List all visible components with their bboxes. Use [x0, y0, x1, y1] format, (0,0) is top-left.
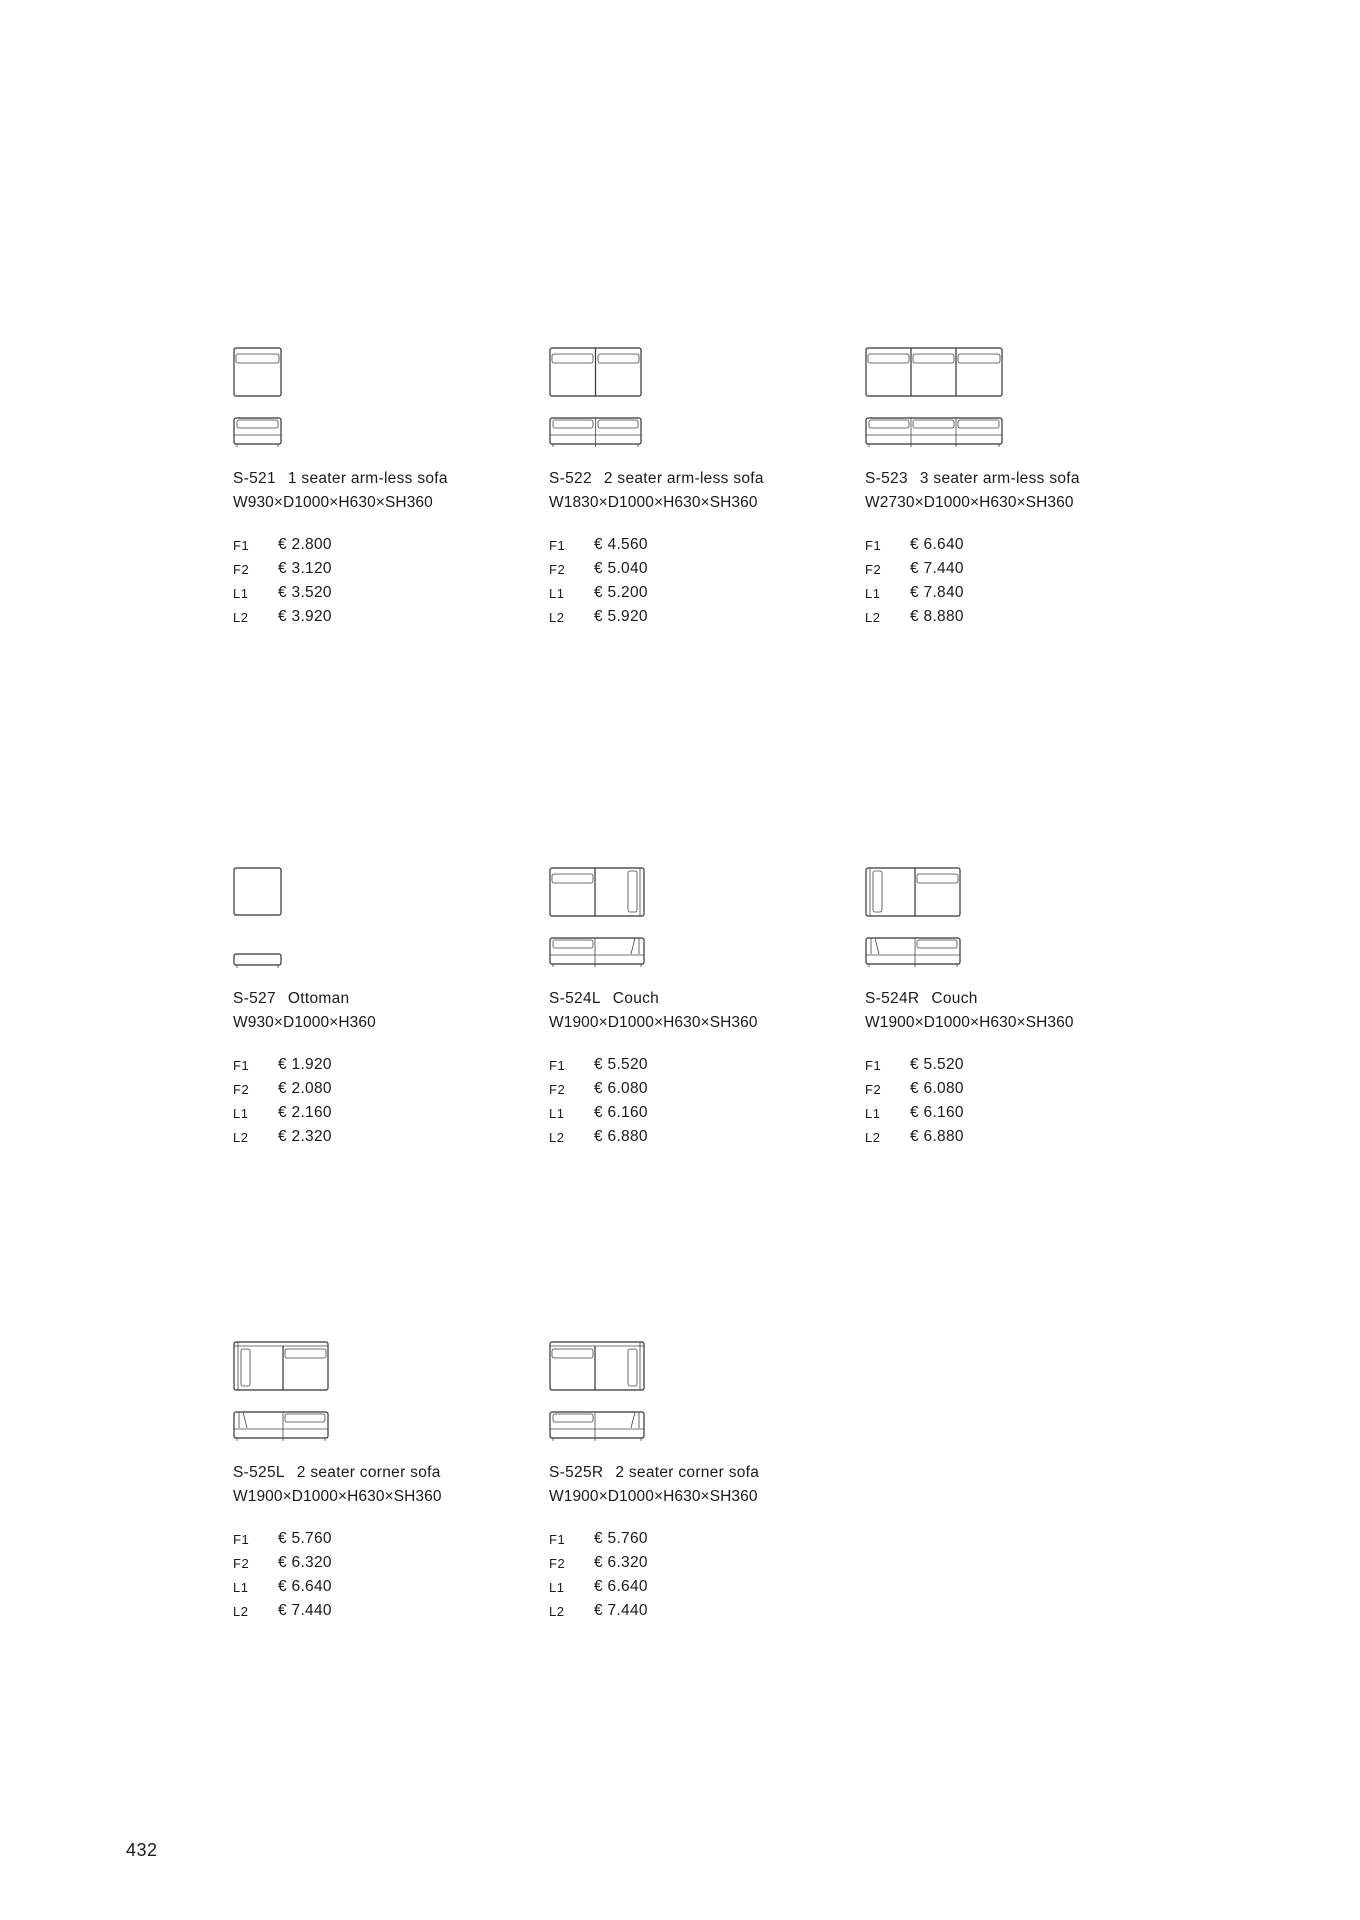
price-value: € 7.440 — [278, 1602, 332, 1619]
price-value: € 6.880 — [594, 1128, 648, 1145]
price-list — [233, 1053, 332, 1149]
grade-label: F1 — [549, 537, 566, 553]
price-row-f2 — [549, 1077, 648, 1101]
product-code: S-522 — [549, 470, 592, 487]
price-value: € 1.920 — [278, 1056, 332, 1073]
price-row-l1 — [233, 1575, 332, 1599]
product-name: Couch — [612, 990, 660, 1007]
s-527-line-drawing — [233, 866, 283, 976]
price-row-f2 — [233, 1077, 332, 1101]
product-code: S-525L — [233, 1464, 285, 1481]
product-dimensions: W1900×D1000×H630×SH360 — [233, 1488, 442, 1505]
product-s-523 — [865, 346, 1165, 625]
product-dimensions: W930×D1000×H360 — [233, 1014, 376, 1031]
price-row-l2 — [549, 605, 648, 629]
price-value: € 6.320 — [594, 1554, 648, 1571]
price-row-f1 — [233, 533, 332, 557]
product-name: 2 seater corner sofa — [615, 1464, 760, 1481]
price-value: € 5.520 — [910, 1056, 964, 1073]
price-list — [549, 1527, 648, 1623]
product-name: 3 seater arm-less sofa — [919, 470, 1080, 487]
product-name: 1 seater arm-less sofa — [287, 470, 448, 487]
grade-label: F2 — [233, 1555, 250, 1571]
price-value: € 6.640 — [594, 1578, 648, 1595]
grade-label: F2 — [233, 1081, 250, 1097]
grade-label: F1 — [549, 1057, 566, 1073]
price-row-f1 — [865, 1053, 964, 1077]
price-value: € 6.640 — [278, 1578, 332, 1595]
price-value: € 2.800 — [278, 536, 332, 553]
grade-label: L2 — [233, 1129, 249, 1145]
price-row-f1 — [233, 1053, 332, 1077]
price-value: € 6.160 — [910, 1104, 964, 1121]
s-524l-line-drawing — [549, 866, 649, 976]
product-code: S-525R — [549, 1464, 604, 1481]
grade-label: F2 — [233, 561, 250, 577]
s-521-line-drawing — [233, 346, 283, 456]
grade-label: F1 — [549, 1531, 566, 1547]
price-value: € 6.080 — [910, 1080, 964, 1097]
price-list — [549, 1053, 648, 1149]
price-row-l1 — [549, 581, 648, 605]
grade-label: L1 — [233, 585, 249, 601]
product-s-521 — [233, 346, 533, 625]
price-value: € 5.200 — [594, 584, 648, 601]
price-row-l1 — [865, 581, 964, 605]
price-row-f2 — [549, 1551, 648, 1575]
price-row-f2 — [233, 557, 332, 581]
product-name: 2 seater arm-less sofa — [603, 470, 764, 487]
price-row-l2 — [549, 1125, 648, 1149]
grade-label: F2 — [549, 561, 566, 577]
product-code: S-523 — [865, 470, 908, 487]
price-list — [233, 1527, 332, 1623]
price-value: € 8.880 — [910, 608, 964, 625]
price-row-f2 — [233, 1551, 332, 1575]
sofa-drawing-s-521 — [233, 346, 533, 456]
page-number: 432 — [126, 1840, 158, 1860]
price-value: € 5.040 — [594, 560, 648, 577]
price-value: € 3.120 — [278, 560, 332, 577]
price-row-l1 — [233, 1101, 332, 1125]
price-row-f2 — [549, 557, 648, 581]
price-row-f1 — [549, 1053, 648, 1077]
price-list — [233, 533, 332, 629]
product-dimensions: W1900×D1000×H630×SH360 — [865, 1014, 1074, 1031]
price-value: € 5.920 — [594, 608, 648, 625]
product-dimensions: W930×D1000×H630×SH360 — [233, 494, 433, 511]
sofa-drawing-s-523 — [865, 346, 1165, 456]
s-524r-line-drawing — [865, 866, 965, 976]
price-row-f1 — [549, 1527, 648, 1551]
product-name: Couch — [931, 990, 978, 1007]
sofa-drawing-s-525l — [233, 1340, 533, 1450]
grade-label: L2 — [233, 609, 249, 625]
grade-label: L1 — [865, 585, 881, 601]
price-value: € 6.320 — [278, 1554, 332, 1571]
grade-label: L1 — [233, 1579, 249, 1595]
product-s-522 — [549, 346, 849, 625]
price-list — [549, 533, 648, 629]
grade-label: L1 — [549, 585, 565, 601]
price-row-l2 — [233, 1599, 332, 1623]
product-code: S-524R — [865, 990, 920, 1007]
price-row-f1 — [233, 1527, 332, 1551]
product-s-524l — [549, 866, 849, 1145]
product-s-525l — [233, 1340, 533, 1619]
sofa-drawing-s-524r — [865, 866, 1165, 976]
price-row-l1 — [865, 1101, 964, 1125]
product-name: 2 seater corner sofa — [296, 1464, 441, 1481]
price-row-l1 — [233, 581, 332, 605]
product-dimensions: W1900×D1000×H630×SH360 — [549, 1488, 758, 1505]
product-dimensions: W1830×D1000×H630×SH360 — [549, 494, 758, 511]
sofa-drawing-s-522 — [549, 346, 849, 456]
price-value: € 6.160 — [594, 1104, 648, 1121]
price-row-l2 — [549, 1599, 648, 1623]
s-525l-line-drawing — [233, 1340, 333, 1450]
price-row-l1 — [549, 1575, 648, 1599]
grade-label: F1 — [865, 537, 882, 553]
s-522-line-drawing — [549, 346, 644, 456]
grade-label: F1 — [233, 537, 250, 553]
price-value: € 5.760 — [594, 1530, 648, 1547]
grade-label: L2 — [549, 1129, 565, 1145]
grade-label: F2 — [549, 1081, 566, 1097]
grade-label: F2 — [865, 1081, 882, 1097]
grade-label: L2 — [549, 1603, 565, 1619]
product-s-527 — [233, 866, 533, 1145]
grade-label: L2 — [865, 1129, 881, 1145]
price-row-f1 — [865, 533, 964, 557]
product-code: S-524L — [549, 990, 601, 1007]
price-list — [865, 533, 964, 629]
sofa-drawing-s-524l — [549, 866, 849, 976]
sofa-drawing-s-525r — [549, 1340, 849, 1450]
grade-label: L1 — [549, 1105, 565, 1121]
price-value: € 6.640 — [910, 536, 964, 553]
grade-label: F2 — [865, 561, 882, 577]
product-code: S-527 — [233, 990, 276, 1007]
price-row-l1 — [549, 1101, 648, 1125]
price-row-f2 — [865, 557, 964, 581]
price-value: € 3.520 — [278, 584, 332, 601]
price-value: € 7.440 — [910, 560, 964, 577]
price-value: € 6.880 — [910, 1128, 964, 1145]
product-s-524r — [865, 866, 1165, 1145]
price-value: € 7.840 — [910, 584, 964, 601]
price-value: € 7.440 — [594, 1602, 648, 1619]
grade-label: F1 — [233, 1531, 250, 1547]
price-value: € 3.920 — [278, 608, 332, 625]
price-value: € 4.560 — [594, 536, 648, 553]
price-value: € 2.160 — [278, 1104, 332, 1121]
grade-label: L2 — [549, 609, 565, 625]
grade-label: L2 — [233, 1603, 249, 1619]
price-row-l2 — [233, 1125, 332, 1149]
price-value: € 2.080 — [278, 1080, 332, 1097]
grade-label: F1 — [865, 1057, 882, 1073]
s-525r-line-drawing — [549, 1340, 649, 1450]
price-row-l2 — [233, 605, 332, 629]
product-dimensions: W2730×D1000×H630×SH360 — [865, 494, 1074, 511]
price-value: € 2.320 — [278, 1128, 332, 1145]
price-row-l2 — [865, 605, 964, 629]
price-row-l2 — [865, 1125, 964, 1149]
price-row-f2 — [865, 1077, 964, 1101]
product-dimensions: W1900×D1000×H630×SH360 — [549, 1014, 758, 1031]
price-value: € 5.520 — [594, 1056, 648, 1073]
s-523-line-drawing — [865, 346, 1005, 456]
product-name: Ottoman — [287, 990, 350, 1007]
product-s-525r — [549, 1340, 849, 1619]
price-list — [865, 1053, 964, 1149]
grade-label: L2 — [865, 609, 881, 625]
grade-label: F1 — [233, 1057, 250, 1073]
price-value: € 6.080 — [594, 1080, 648, 1097]
grade-label: L1 — [549, 1579, 565, 1595]
grade-label: F2 — [549, 1555, 566, 1571]
product-code: S-521 — [233, 470, 276, 487]
grade-label: L1 — [233, 1105, 249, 1121]
price-value: € 5.760 — [278, 1530, 332, 1547]
sofa-drawing-s-527 — [233, 866, 533, 976]
price-row-f1 — [549, 533, 648, 557]
grade-label: L1 — [865, 1105, 881, 1121]
